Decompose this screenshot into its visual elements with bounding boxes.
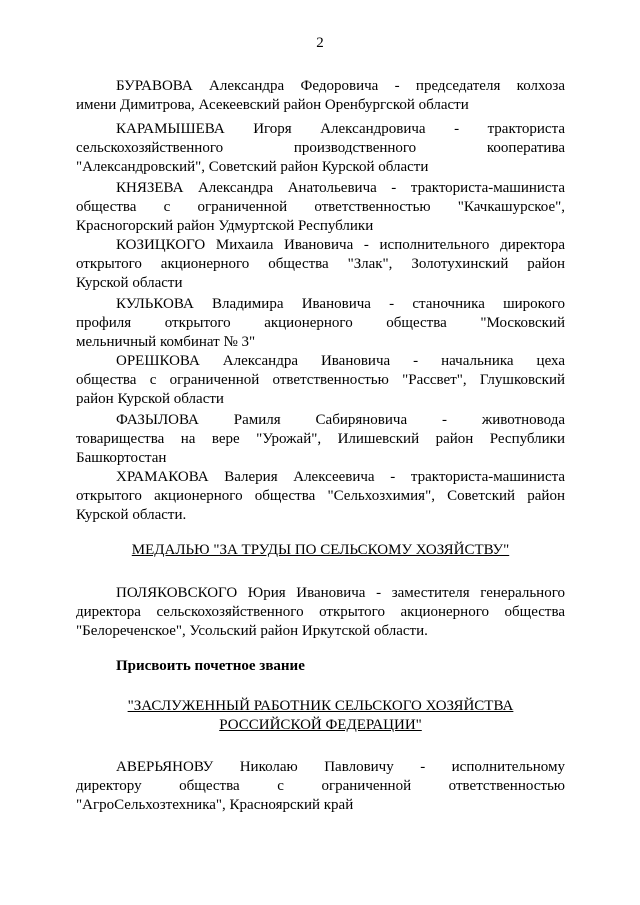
entry-averyanov-line-3: "АгроСельхозтехника", Красноярский край xyxy=(76,797,354,813)
entry-kulkov-line-3: мельничный комбинат № 3" xyxy=(76,334,256,350)
entry-kozitsky-line-3: Курской области xyxy=(76,275,183,291)
entry-knyazev-line-1: КНЯЗЕВА Александра Анатольевича - тракториста-машиниста xyxy=(116,180,565,196)
entry-averyanov-line-1: АВЕРЬЯНОВУ Николаю Павловичу - исполнительному xyxy=(116,759,565,775)
entry-khramakov-line-1: ХРАМАКОВА Валерия Алексеевича - тракториста-машиниста xyxy=(116,469,565,485)
entry-knyazev-line-3: Красногорский район Удмуртской Республики xyxy=(76,218,374,234)
honorary-title-heading-line-1: "ЗАСЛУЖЕННЫЙ РАБОТНИК СЕЛЬСКОГО ХОЗЯЙСТВА xyxy=(127,698,514,714)
entry-oreshkov-line-1: ОРЕШКОВА Александра Ивановича - начальника цеха xyxy=(116,353,565,369)
page-number: 2 xyxy=(316,35,324,51)
entry-karamyshev-line-2: сельскохозяйственного производственного кооператива xyxy=(76,140,565,156)
entry-karamyshev-line-3: "Александровский", Советский район Курской области xyxy=(76,159,429,175)
entry-buravov-line-1: БУРАВОВА Александра Федоровича - председателя колхоза xyxy=(116,78,565,94)
entry-fazylov-line-1: ФАЗЫЛОВА Рамиля Сабиряновича - животновода xyxy=(116,412,565,428)
medal-heading: МЕДАЛЬЮ "ЗА ТРУДЫ ПО СЕЛЬСКОМУ ХОЗЯЙСТВУ" xyxy=(131,542,510,558)
honorary-title-heading-line-2: РОССИЙСКОЙ ФЕДЕРАЦИИ" xyxy=(219,717,422,733)
entry-polyakovsky-line-3: "Белореченское", Усольский район Иркутской области. xyxy=(76,623,428,639)
entry-khramakov-line-3: Курской области. xyxy=(76,507,187,523)
entry-kozitsky-line-2: открытого акционерного общества "Злак", Золотухинский район xyxy=(76,256,565,272)
award-directive: Присвоить почетное звание xyxy=(116,658,305,674)
entry-fazylov-line-3: Башкортостан xyxy=(76,450,167,466)
entry-fazylov-line-2: товарищества на вере "Урожай", Илишевский район Республики xyxy=(76,431,565,447)
entry-karamyshev-line-1: КАРАМЫШЕВА Игоря Александровича - тракториста xyxy=(116,121,565,137)
entry-polyakovsky-line-2: директора сельскохозяйственного открытого акционерного общества xyxy=(76,604,565,620)
entry-khramakov-line-2: открытого акционерного общества "Сельхозхимия", Советский район xyxy=(76,488,565,504)
entry-kozitsky-line-1: КОЗИЦКОГО Михаила Ивановича - исполнительного директора xyxy=(116,237,565,253)
entry-polyakovsky-line-1: ПОЛЯКОВСКОГО Юрия Ивановича - заместителя генерального xyxy=(116,585,565,601)
entry-averyanov-line-2: директору общества с ограниченной ответственностью xyxy=(76,778,565,794)
entry-oreshkov-line-2: общества с ограниченной ответственностью "Рассвет", Глушковский xyxy=(76,372,565,388)
entry-oreshkov-line-3: район Курской области xyxy=(76,391,224,407)
entry-kulkov-line-1: КУЛЬКОВА Владимира Ивановича - станочника широкого xyxy=(116,296,565,312)
entry-knyazev-line-2: общества с ограниченной ответственностью "Качкашурское", xyxy=(76,199,565,215)
entry-buravov-line-2: имени Димитрова, Асекеевский район Оренбургской области xyxy=(76,97,469,113)
entry-kulkov-line-2: профиля открытого акционерного общества "Московский xyxy=(76,315,565,331)
